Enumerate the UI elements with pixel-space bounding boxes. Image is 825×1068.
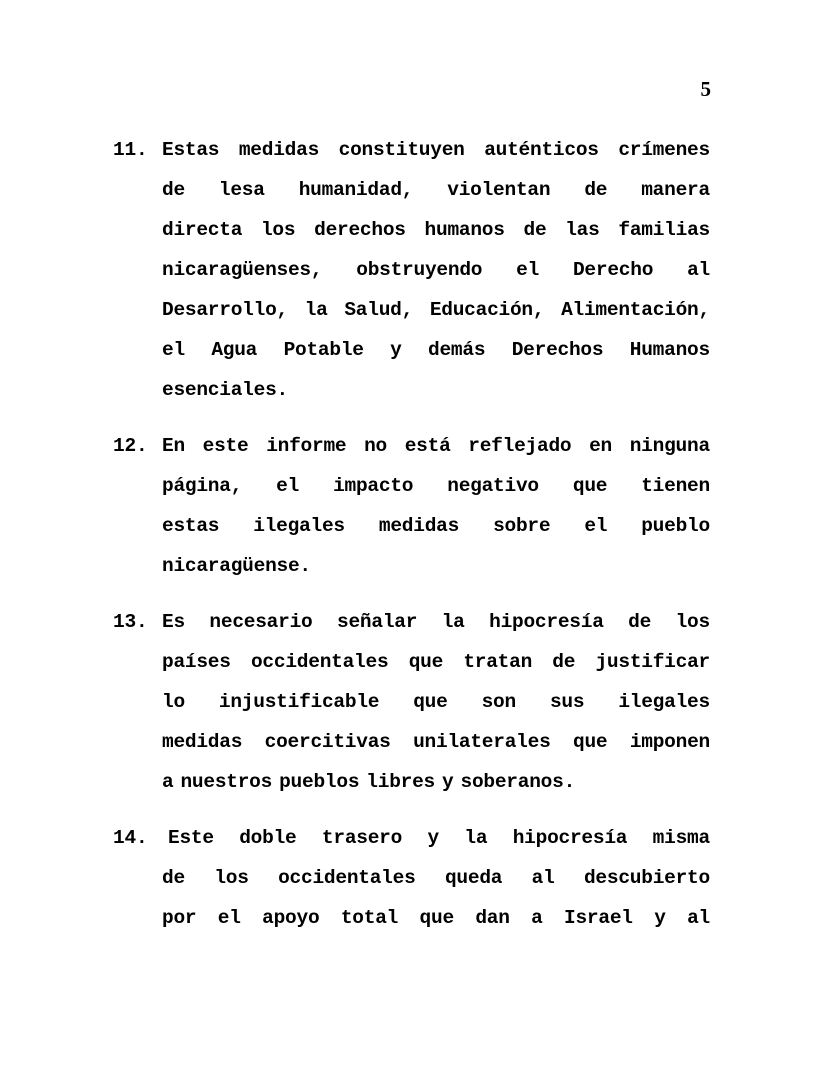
- word: directa: [162, 219, 243, 241]
- word: señalar: [337, 611, 418, 633]
- word: está: [404, 435, 451, 457]
- word: las: [565, 219, 600, 241]
- word: negativo: [447, 475, 539, 497]
- text-line: [162, 682, 710, 722]
- word: En: [162, 435, 185, 457]
- word: página,: [162, 475, 243, 497]
- numbered-paragraph: [0, 130, 825, 410]
- word: medidas: [162, 731, 243, 753]
- word: el: [217, 907, 241, 929]
- word: de: [628, 611, 652, 633]
- word: derechos: [314, 219, 406, 241]
- text-line: [162, 170, 710, 210]
- word: sus: [549, 691, 585, 713]
- paragraph-number: 12.: [113, 435, 148, 457]
- word: a: [531, 907, 543, 929]
- word: al: [687, 259, 710, 281]
- text-line: [162, 330, 710, 370]
- word: trasero: [321, 827, 403, 849]
- word: son: [481, 691, 516, 713]
- paragraph-text: [162, 602, 710, 802]
- text-line: [162, 762, 710, 802]
- word: justificar: [595, 651, 710, 673]
- word: Este: [168, 827, 214, 849]
- word: informe: [266, 435, 347, 457]
- numbered-paragraph: [0, 602, 825, 802]
- paragraph-text: [162, 426, 710, 586]
- word: humanos: [424, 219, 505, 241]
- word: dan: [475, 907, 510, 929]
- word: sobre: [493, 515, 551, 537]
- word: tratan: [463, 651, 533, 673]
- word: la: [441, 611, 465, 633]
- word: impacto: [333, 475, 414, 497]
- word: Agua: [211, 339, 258, 361]
- word: estas: [162, 515, 220, 537]
- text-line: [162, 602, 710, 642]
- word: en: [589, 435, 612, 457]
- word: Derecho: [572, 259, 654, 281]
- word: Salud,: [344, 299, 414, 321]
- text-line: [162, 370, 710, 410]
- text-line: [162, 546, 710, 586]
- word: hipocresía: [489, 611, 604, 633]
- word: occidentales: [278, 867, 416, 889]
- word: de: [552, 651, 576, 673]
- word: obstruyendo: [356, 259, 483, 281]
- word: de: [162, 179, 185, 201]
- word: imponen: [629, 731, 710, 753]
- word: de: [523, 219, 547, 241]
- word: países: [162, 651, 231, 673]
- word: pueblo: [641, 515, 710, 537]
- word: la: [464, 827, 488, 849]
- text-line: [162, 858, 710, 898]
- word: ilegales: [618, 691, 710, 713]
- word: injustificable: [218, 691, 380, 713]
- text-line: [162, 250, 710, 290]
- text-line: [162, 642, 710, 682]
- word: Derechos: [511, 339, 604, 361]
- paragraph-text: [162, 130, 710, 410]
- word: y: [427, 827, 439, 849]
- document-body: [0, 130, 825, 938]
- word: auténticos: [484, 139, 599, 161]
- numbered-paragraph: [0, 818, 825, 938]
- word: el: [162, 339, 185, 361]
- word: Israel: [564, 907, 633, 929]
- word: misma: [652, 827, 710, 849]
- word: reflejado: [468, 435, 572, 457]
- word: libres: [366, 771, 436, 793]
- word: Educación,: [429, 299, 545, 321]
- word: Estas: [162, 139, 220, 161]
- word: familias: [618, 219, 710, 241]
- word: crímenes: [618, 139, 710, 161]
- word: y: [390, 339, 402, 361]
- word: no: [364, 435, 387, 457]
- word: que: [408, 651, 444, 673]
- word: descubierto: [583, 867, 710, 889]
- word: medidas: [378, 515, 460, 537]
- page-number: 5: [700, 77, 711, 101]
- word: lesa: [218, 179, 265, 201]
- word: pueblos: [279, 771, 360, 793]
- text-line: [162, 818, 710, 858]
- word: violentan: [447, 179, 551, 201]
- word: y: [654, 907, 666, 929]
- text-line: [162, 210, 710, 250]
- word: hipocresía: [512, 827, 628, 849]
- word: total: [340, 907, 399, 929]
- word: ilegales: [253, 515, 345, 537]
- word: queda: [444, 867, 503, 889]
- word: doble: [239, 827, 297, 849]
- word: de: [162, 867, 185, 889]
- word: este: [202, 435, 249, 457]
- word: nicaragüenses,: [162, 259, 323, 281]
- numbered-paragraph: [0, 426, 825, 586]
- word: a: [162, 771, 174, 793]
- word: constituyen: [338, 139, 465, 161]
- word: que: [419, 907, 454, 929]
- word: tienen: [641, 475, 710, 497]
- word: manera: [641, 179, 710, 201]
- paragraph-number: 14.: [113, 827, 148, 849]
- word: apoyo: [262, 907, 320, 929]
- word: unilaterales: [413, 731, 551, 753]
- text-line: [162, 506, 710, 546]
- word: nuestros: [180, 771, 273, 793]
- word: los: [675, 611, 710, 633]
- word: occidentales: [250, 651, 389, 673]
- text-line: [162, 426, 710, 466]
- paragraph-number: 13.: [113, 611, 148, 633]
- word: la: [304, 299, 328, 321]
- text-line: [162, 290, 710, 330]
- word: coercitivas: [264, 731, 391, 753]
- word: ninguna: [629, 435, 710, 457]
- word: el: [516, 259, 540, 281]
- word: nicaragüense.: [162, 555, 311, 577]
- word: Humanos: [629, 339, 710, 361]
- word: necesario: [209, 611, 313, 633]
- word: Alimentación,: [561, 299, 710, 321]
- word: Potable: [283, 339, 364, 361]
- word: por: [162, 907, 197, 929]
- paragraph-text: [162, 818, 710, 938]
- word: los: [214, 867, 249, 889]
- word: el: [584, 515, 608, 537]
- word: demás: [428, 339, 486, 361]
- word: que: [572, 475, 608, 497]
- word: soberanos.: [460, 771, 576, 793]
- word: los: [260, 219, 296, 241]
- word: Es: [162, 611, 185, 633]
- word: medidas: [238, 139, 320, 161]
- word: que: [413, 691, 448, 713]
- word: Desarrollo,: [162, 299, 288, 321]
- word: al: [531, 867, 555, 889]
- word: de: [584, 179, 608, 201]
- word: al: [687, 907, 710, 929]
- text-line: [162, 130, 710, 170]
- text-line: [162, 898, 710, 938]
- word: humanidad,: [298, 179, 414, 201]
- paragraph-number: 11.: [113, 139, 148, 161]
- word: que: [573, 731, 608, 753]
- text-line: [162, 722, 710, 762]
- text-line: [162, 466, 710, 506]
- word: y: [442, 771, 454, 793]
- word: esenciales.: [162, 379, 288, 401]
- word: el: [276, 475, 300, 497]
- word: lo: [162, 691, 185, 713]
